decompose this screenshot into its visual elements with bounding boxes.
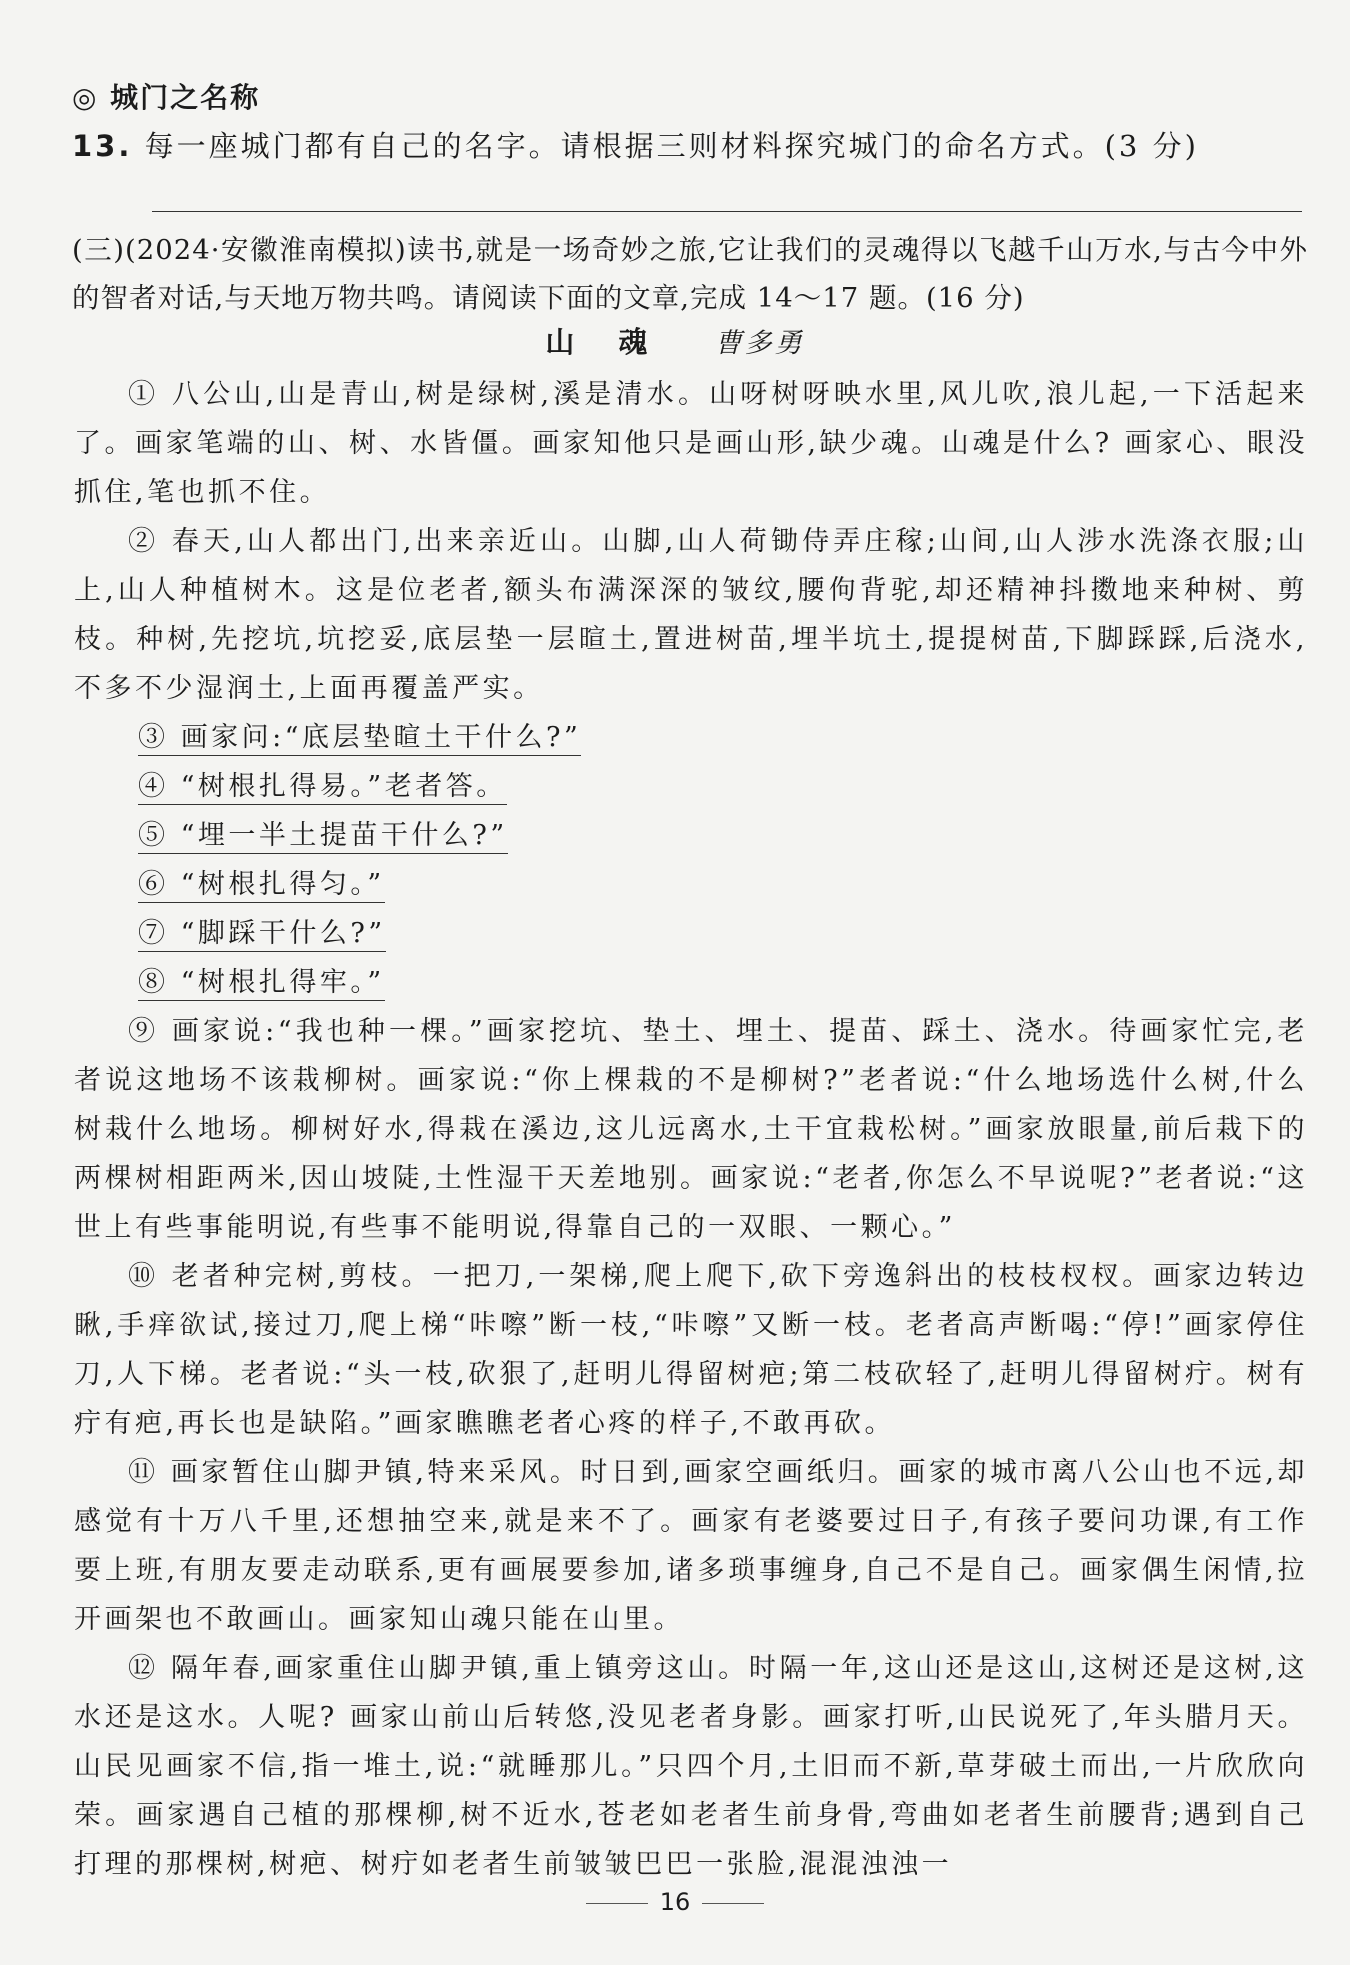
paragraph-11: ⑪ 画家暂住山脚尹镇,特来采风。时日到,画家空画纸归。画家的城市离八公山也不远,却感觉有十万八千里,还想抽空来,就是来不了。画家有老婆要过日子,有孩子要问功课,有工作要上班,有朋友要走动联系,更有画展要参加,诸多琐事缠身,自己不是自己。画家偶生闲情,拉开画架也不敢画山。画家知山魂只能在山里。 [74, 1457, 1308, 1635]
paragraph-10: ⑩ 老者种完树,剪枝。一把刀,一架梯,爬上爬下,砍下旁逸斜出的枝枝杈杈。画家边转边瞅,手痒欲试,接过刀,爬上梯“咔嚓”断一枝,“咔嚓”又断一枝。老者高声断喝:“停!”画家停住刀,人下梯。老者说:“头一枝,砍狠了,赶明儿得留树疤;第二枝砍轻了,赶明儿得留树疔。树有疔有疤,再长也是缺陷。”画家瞧瞧老者心疼的样子,不敢再砍。 [74, 1261, 1308, 1439]
paragraph-9: ⑨ 画家说:“我也种一棵。”画家挖坑、垫土、埋土、提苗、踩土、浇水。待画家忙完,老者说这地场不该栽柳树。画家说:“你上棵栽的不是柳树?”老者说:“什么地场选什么树,什么树栽什么地场。柳树好水,得栽在溪边,这儿远离水,土干宜栽松树。”画家放眼量,前后栽下的两棵树相距两米,因山坡陡,土性湿干天差地别。画家说:“老者,你怎么不早说呢?”老者说:“这世上有些事能明说,有些事不能明说,得靠自己的一双眼、一颗心。” [74, 1016, 1308, 1243]
dialog-text: ⑧ “树根扎得牢。” [138, 967, 385, 1001]
question-13 [72, 124, 1199, 165]
paragraph-12: ⑫ 隔年春,画家重住山脚尹镇,重上镇旁这山。时隔一年,这山还是这山,这树还是这树,这水还是这水。人呢? 画家山前山后转悠,没见老者身影。画家打听,山民说死了,年头腊月天。山民见画家不信,指一堆土,说:“就睡那儿。”只四个月,土旧而不新,草芽破土而出,一片欣欣向荣。画家遇自己植的那棵柳,树不近水,苍老如老者生前身骨,弯曲如老者生前腰背;遇到自己打理的那棵树,树疤、树疔如老者生前皱皱巴巴一张脸,混混浊浊一 [74, 1653, 1308, 1880]
page-number: 16 [659, 1888, 691, 1916]
answer-line [152, 211, 1302, 212]
footer-rule-right [702, 1903, 764, 1904]
footer-rule-left [586, 1903, 648, 1904]
dialog-text: ③ 画家问:“底层垫暄土干什么?” [138, 722, 581, 756]
article-author: 曹多勇 [714, 328, 805, 359]
paragraph-2: ② 春天,山人都出门,出来亲近山。山脚,山人荷锄侍弄庄稼;山间,山人涉水洗涤衣服;山上,山人种植树木。这是位老者,额头布满深深的皱纹,腰佝背驼,却还精神抖擞地来种树、剪枝。种树,先挖坑,坑挖妥,底层垫一层暄土,置进树苗,埋半坑土,提提树苗,下脚踩踩,后浇水,不多不少湿润土,上面再覆盖严实。 [74, 526, 1308, 704]
section-heading: ◎ 城门之名称 [72, 81, 261, 114]
question-text: 每一座城门都有自己的名字。请根据三则材料探究城门的命名方式。(3 分) [144, 129, 1199, 163]
paragraph-1: ① 八公山,山是青山,树是绿树,溪是清水。山呀树呀映水里,风儿吹,浪儿起,一下活起来了。画家笔端的山、树、水皆僵。画家知他只是画山形,缺少魂。山魂是什么? 画家心、眼没抓住,笔也抓不住。 [74, 379, 1308, 508]
dialog-text: ⑤ “埋一半土提苗干什么?” [138, 820, 508, 854]
article-body [74, 370, 1308, 1889]
dialog-text: ④ “树根扎得易。”老者答。 [138, 771, 507, 805]
dialog-line [74, 713, 1308, 762]
dialog-text: ⑥ “树根扎得匀。” [138, 869, 385, 903]
dialog-text: ⑦ “脚踩干什么?” [138, 918, 386, 952]
reading-intro: (三)(2024·安徽淮南模拟)读书,就是一场奇妙之旅,它让我们的灵魂得以飞越千山万水,与古今中外的智者对话,与天地万物共鸣。请阅读下面的文章,完成 14～17 题。(16 分) [72, 234, 1308, 314]
question-number: 13. [72, 129, 133, 163]
article-title-block [0, 320, 1350, 361]
dialog-line [74, 860, 1308, 909]
page-footer [0, 1888, 1350, 1916]
dialog-line [74, 762, 1308, 811]
article-title: 山魂 [545, 325, 692, 359]
dialog-line [74, 958, 1308, 1007]
dialog-line [74, 811, 1308, 860]
dialog-line [74, 909, 1308, 958]
